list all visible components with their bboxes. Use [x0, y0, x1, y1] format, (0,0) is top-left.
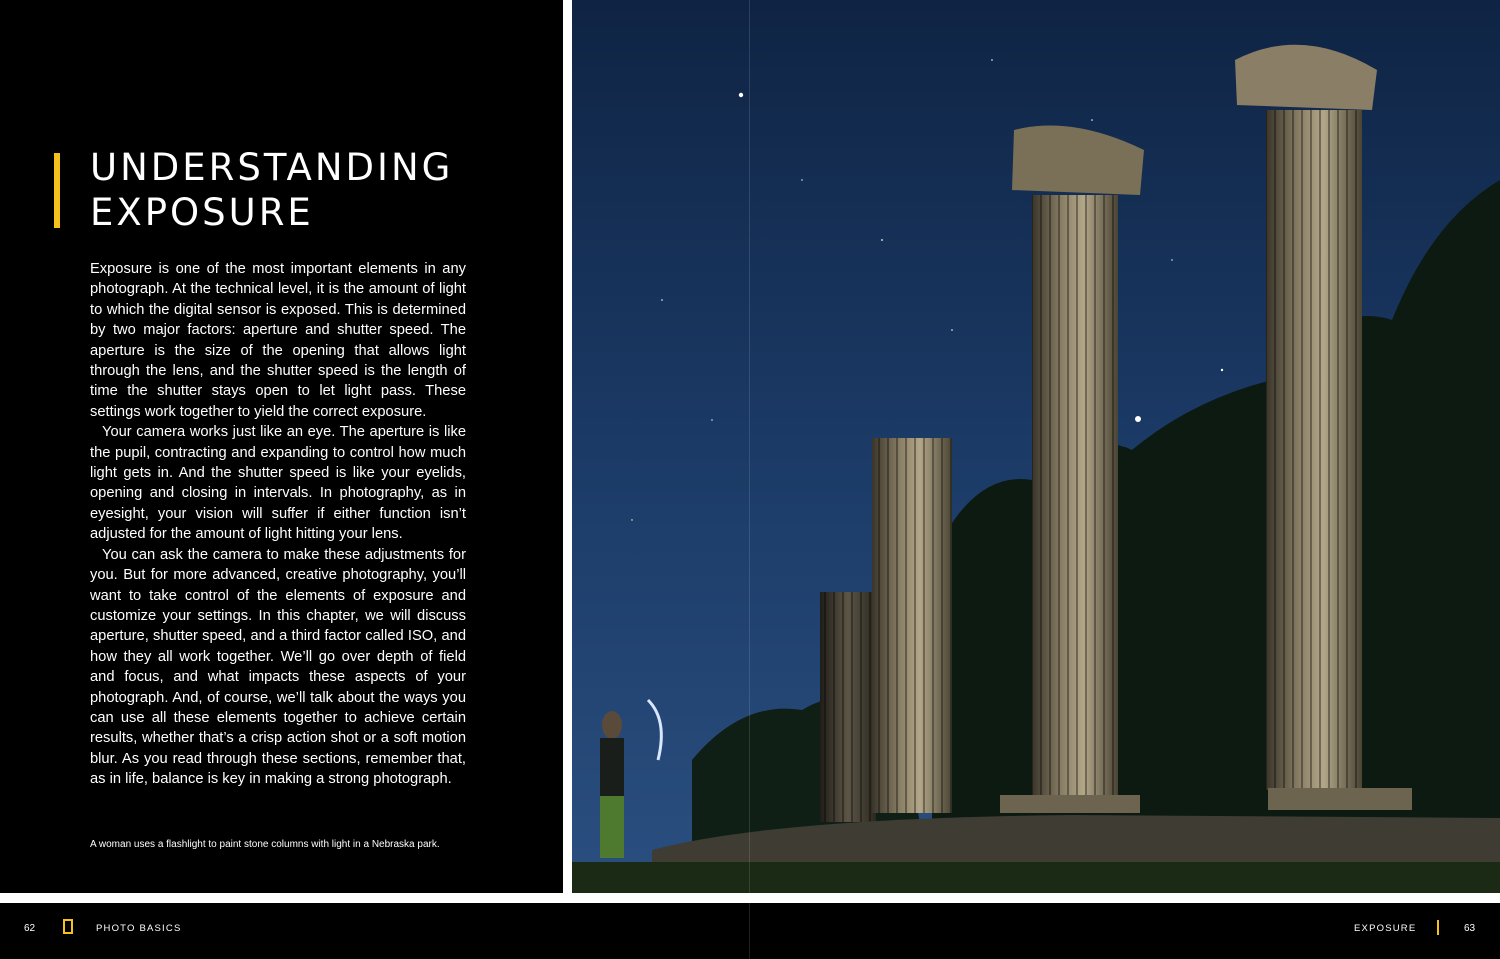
national-geographic-logo-icon: [63, 919, 73, 934]
left-page-number: 62: [24, 923, 36, 934]
left-page-panel: [0, 0, 563, 893]
short-column: [820, 592, 876, 822]
night-columns-photo: [572, 0, 1500, 893]
right-running-head: EXPOSURE: [1354, 923, 1417, 934]
page-title-line-2: EXPOSURE: [90, 191, 314, 234]
right-page-number: 63: [1464, 923, 1476, 934]
running-head-divider: [1437, 920, 1439, 935]
broken-column: [872, 438, 952, 813]
grass: [572, 862, 1500, 893]
book-gutter: [749, 0, 750, 959]
page-footer: [0, 903, 1500, 959]
page-title: [90, 145, 530, 235]
left-running-head: PHOTO BASICS: [96, 923, 182, 934]
body-text: [90, 259, 466, 790]
body-paragraph-2: Your camera works just like an eye. The aperture is like the pupil, contracting and expanding to control how much light gets in. And the shutter speed is like your eyelids, opening and closing in intervals. In photography, as in eyesight, your vision will suffer if either function isn’t adjusted for the amount of light hitting your lens.: [90, 424, 466, 543]
page-title-line-1: UNDERSTANDING: [90, 146, 454, 189]
title-accent-bar: [54, 153, 60, 228]
photo-caption: A woman uses a flashlight to paint stone columns with light in a Nebraska park.: [90, 839, 440, 850]
body-paragraph-3: You can ask the camera to make these adjustments for you. But for more advanced, creative photography, you’ll want to take control of the elements of exposure and customize your settings. In this chapter, we will discuss aperture, shutter speed, and a third factor called ISO, and how they all work together. We’ll go over depth of field and focus, and what impacts these aspects of your photograph. And, of course, we’ll talk about the ways you can use all these elements together to achieve certain results, whether that’s a crisp action shot or a soft motion blur. As you read through these sections, remember that, as in life, balance is key in making a strong photograph.: [90, 546, 466, 788]
body-paragraph-1: Exposure is one of the most important elements in any photograph. At the technical level, it is the amount of light to which the digital sensor is exposed. This is determined by two major factors: aperture and shutter speed. The aperture is the size of the opening that allows light through the lens, and the shutter speed is the length of time the shutter stays open to let light pass. These settings work together to yield the correct exposure.: [90, 261, 466, 420]
